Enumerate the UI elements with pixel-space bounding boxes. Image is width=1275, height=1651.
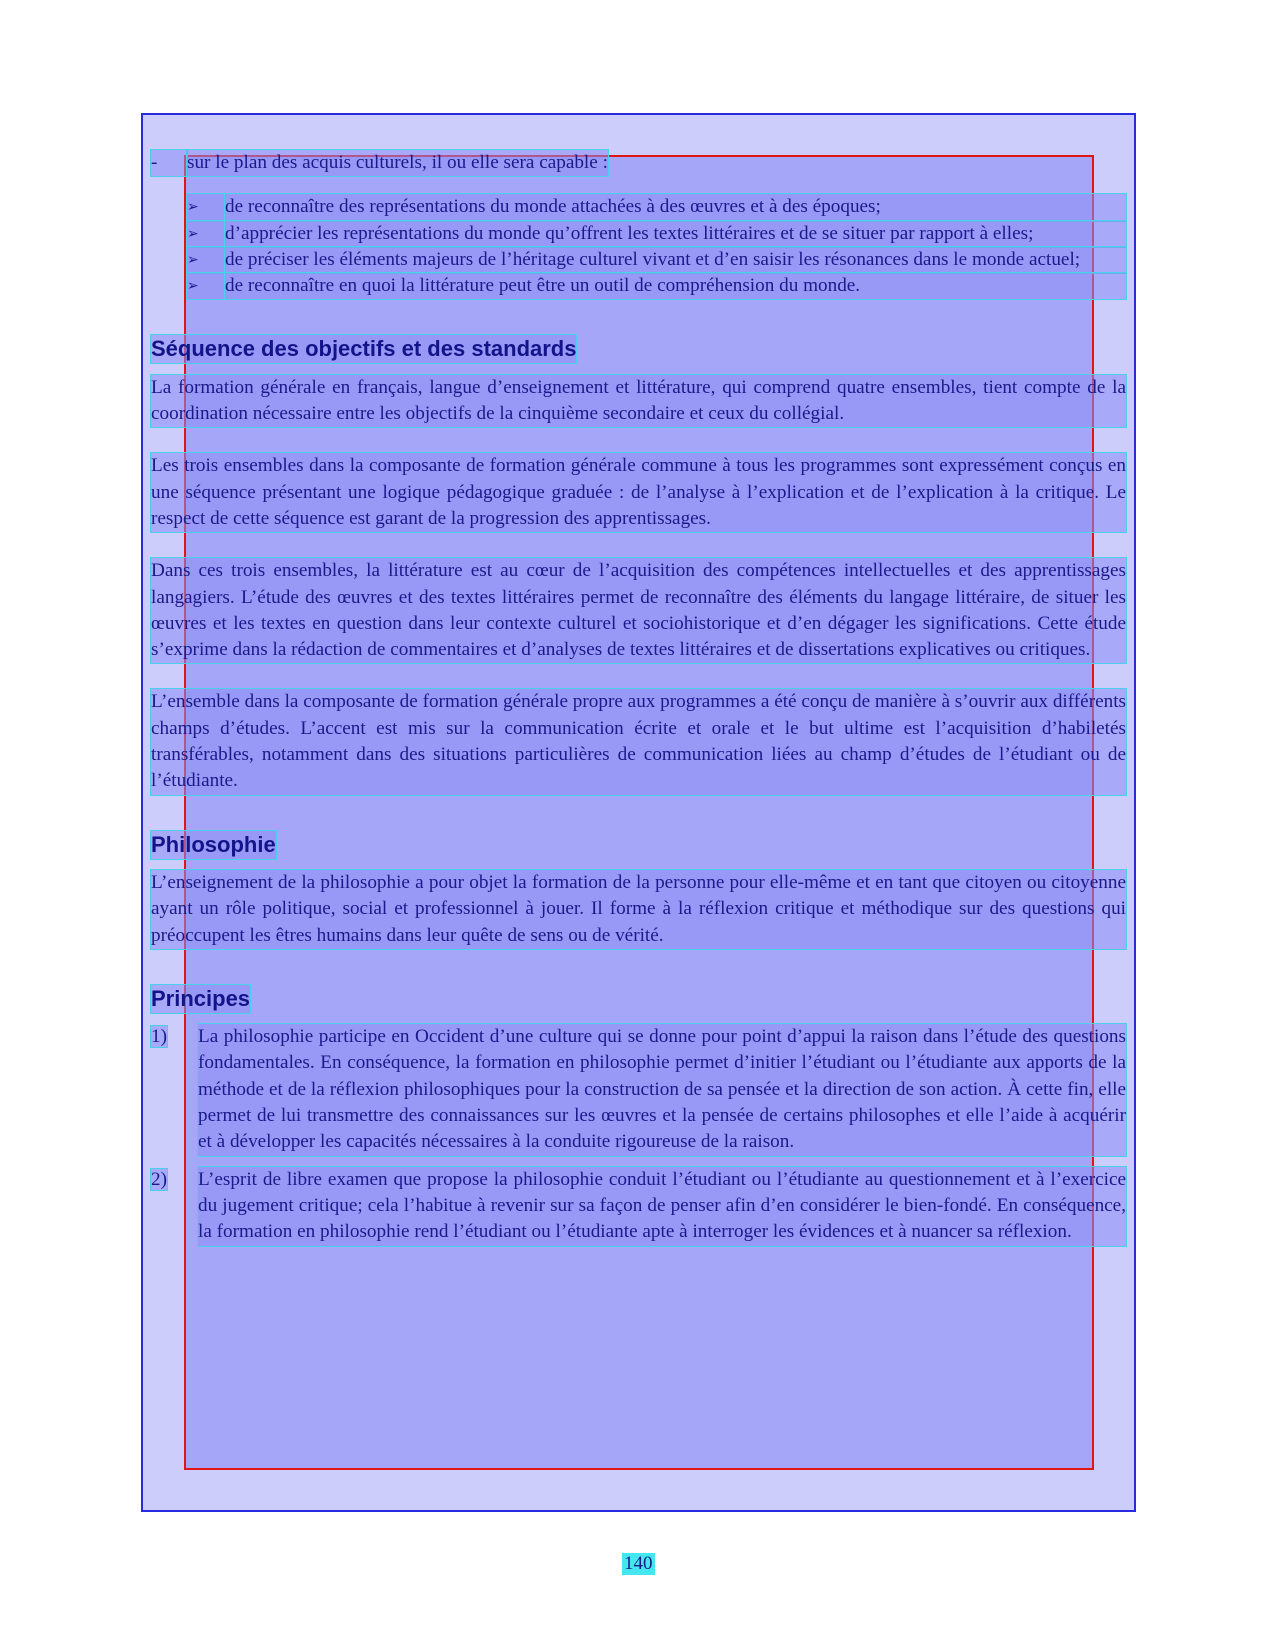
page-content	[151, 150, 1126, 1257]
page-number: 140	[624, 1553, 653, 1574]
numbered-item	[151, 1024, 1126, 1155]
item-text: La philosophie participe en Occident d’une culture qui se donne pour point d’appui la raison dans l’étude des questions fondamentales. En conséquence, la formation en philosophie permet d’initier l’étudiant ou l’étudiante aux apports de la méthode et de la réflexion philosophiques pour la construction de sa pensée et la direction de son action. À cette fin, elle permet de lui transmettre des connaissances sur les œuvres et la pensée de certains philosophes et elle l’aide à acquérir et à développer les capacités nécessaires à la conduite rigoureuse de la raison.	[198, 1024, 1126, 1155]
list-item	[187, 273, 1126, 299]
arrow-bullet-icon: ➢	[187, 194, 225, 220]
dash-bullet: -	[151, 150, 187, 176]
arrow-bullet-icon: ➢	[187, 247, 225, 273]
item-number: 1)	[151, 1026, 167, 1048]
paragraph: L’ensemble dans la composante de formation générale propre aux programmes a été conçu de manière à s’ouvrir aux différents champs d’études. L’accent est mis sur la communication écrite et orale et le but ultime est l’acquisition d’habiletés transférables, notamment dans des situations particulières de communication liées au champ d’études de l’étudiant ou de l’étudiante.	[151, 689, 1126, 794]
section-heading-wrap	[151, 831, 1126, 860]
item-text: L’esprit de libre examen que propose la philosophie conduit l’étudiant ou l’étudiante au questionnement et à l’exercice du jugement critique; cela l’habitue à revenir sur sa façon de penser afin d’en considérer le bien-fondé. En conséquence, la formation en philosophie rend l’étudiant ou l’étudiante apte à interroger les évidences et à nuancer sa réflexion.	[198, 1167, 1126, 1246]
arrow-bullet-icon: ➢	[187, 273, 225, 299]
section-heading-wrap	[151, 335, 1126, 364]
intro-line	[151, 150, 1126, 176]
numbered-list	[151, 1024, 1126, 1245]
arrow-list	[151, 194, 1126, 299]
paragraph: La formation générale en français, langue d’enseignement et littérature, qui comprend quatre ensembles, tient compte de la coordination nécessaire entre les objectifs de la cinquième secondaire et ceux du collégial.	[151, 375, 1126, 428]
list-item-text: de préciser les éléments majeurs de l’héritage culturel vivant et d’en saisir les résonances dans le monde actuel;	[225, 247, 1126, 273]
section-heading-wrap	[151, 985, 1126, 1014]
list-item	[187, 247, 1126, 273]
list-item-text: de reconnaître en quoi la littérature peut être un outil de compréhension du monde.	[225, 273, 1126, 299]
paragraph: L’enseignement de la philosophie a pour objet la formation de la personne pour elle-même et en tant que citoyen ou citoyenne ayant un rôle politique, social et professionnel à jouer. Il forme à la réflexion critique et méthodique sur des questions qui préoccupent les êtres humains dans leur quête de sens ou de vérité.	[151, 870, 1126, 949]
section-heading-philosophie: Philosophie	[151, 831, 276, 857]
paragraph: Les trois ensembles dans la composante de formation générale commune à tous les programmes sont expressément conçus en une séquence présentant une logique pédagogique graduée : de l’analyse à l’explication et de l’explication à la critique. Le respect de cette séquence est garant de la progression des apprentissages.	[151, 453, 1126, 532]
list-item-text: de reconnaître des représentations du monde attachées à des œuvres et à des époques;	[225, 194, 1126, 220]
intro-text: sur le plan des acquis culturels, il ou elle sera capable :	[187, 150, 608, 176]
list-item	[187, 194, 1126, 220]
section-heading-sequence: Séquence des objectifs et des standards	[151, 336, 577, 362]
item-number: 2)	[151, 1168, 167, 1190]
arrow-bullet-icon: ➢	[187, 221, 225, 247]
list-item-text: d’apprécier les représentations du monde qu’offrent les textes littéraires et de se situer par rapport à elles;	[225, 221, 1126, 247]
paragraph: Dans ces trois ensembles, la littérature est au cœur de l’acquisition des compétences intellectuelles et des apprentissages langagiers. L’étude des œuvres et des textes littéraires permet de reconnaître des éléments du langage littéraire, de situer les œuvres et les textes en question dans leur contexte culturel et sociohistorique et d’en dégager les significations. Cette étude s’exprime dans la rédaction de commentaires et d’analyses de textes littéraires et de dissertations explicatives ou critiques.	[151, 558, 1126, 663]
section-heading-principes: Principes	[151, 985, 251, 1011]
list-item	[187, 221, 1126, 247]
numbered-item	[151, 1167, 1126, 1246]
